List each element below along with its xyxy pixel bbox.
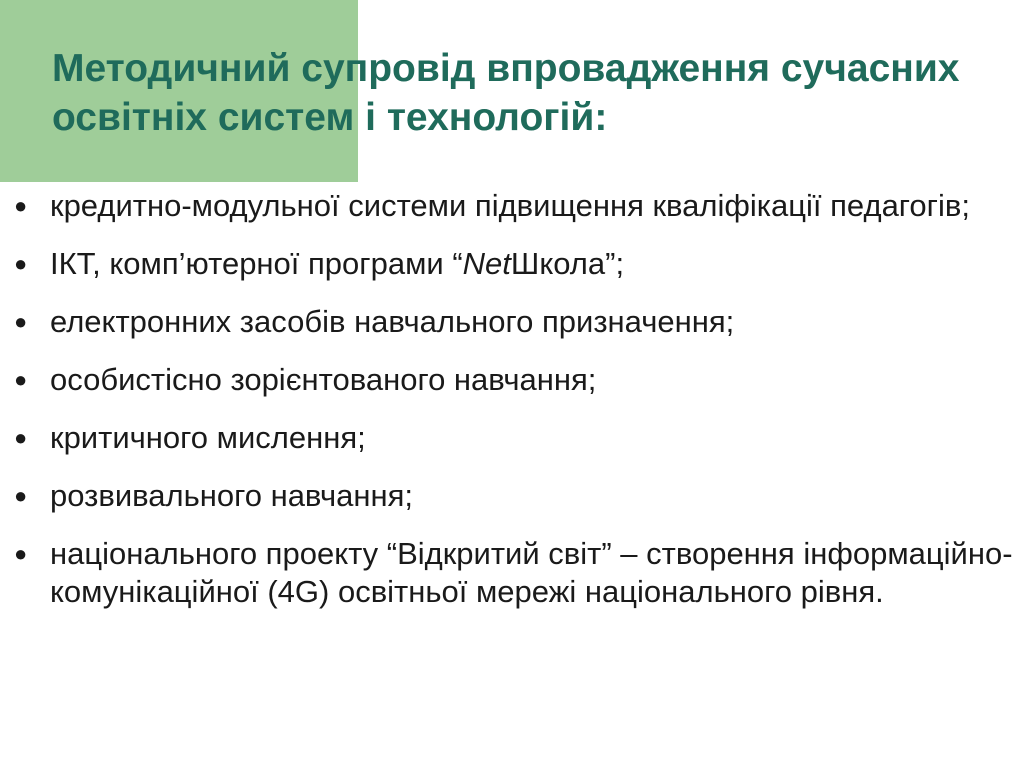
bullet-list [0, 187, 1024, 611]
bullet-text: електронних засобів навчального призначення; [50, 304, 735, 339]
bullet-text-suffix: Школа”; [510, 246, 625, 281]
bullet-item-open-world-project [0, 535, 1024, 611]
bullet-item-developmental-learning [0, 477, 1024, 515]
bullet-item-electronic-learning-tools [0, 303, 1024, 341]
bullet-item-credit-modular-system [0, 187, 1024, 225]
bullet-dot-icon: ● [14, 367, 28, 392]
bullet-item-ict-netshkola [0, 245, 1024, 283]
bullet-dot-icon: ● [14, 251, 28, 276]
bullet-dot-icon: ● [14, 425, 28, 450]
bullet-text: кредитно-модульної системи підвищення кваліфікації педагогів; [50, 188, 970, 223]
bullet-dot-icon: ● [14, 309, 28, 334]
bullet-text-prefix: ІКТ, комп’ютерної програми “ [50, 246, 463, 281]
bullet-dot-icon: ● [14, 193, 28, 218]
bullet-text-italic-net: Net [462, 246, 511, 281]
bullet-text: критичного мислення; [50, 420, 366, 455]
bullet-dot-icon: ● [14, 541, 28, 566]
bullet-item-personality-oriented-learning [0, 361, 1024, 399]
slide-title: Методичний супровід впровадження сучасних освітніх систем і технологій: [52, 47, 960, 139]
bullet-text: національного проекту “Відкритий світ” – створення інформаційно-комунікаційної (4G) освітньої мережі національного рівня. [50, 536, 1013, 609]
bullet-dot-icon: ● [14, 483, 28, 508]
bullet-text: особистісно зорієнтованого навчання; [50, 362, 597, 397]
bullet-text: розвивального навчання; [50, 478, 414, 513]
bullet-item-critical-thinking [0, 419, 1024, 457]
